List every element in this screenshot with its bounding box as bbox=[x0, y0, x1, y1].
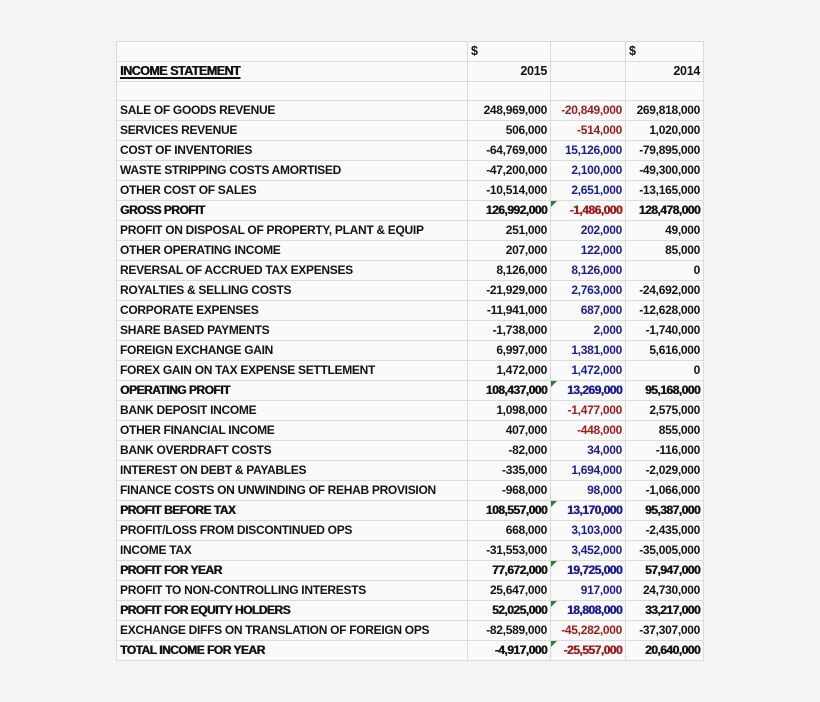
row-label-cell[interactable]: GROSS PROFIT bbox=[117, 201, 468, 221]
header-row bbox=[117, 62, 704, 82]
row-label-cell[interactable]: OPERATING PROFIT bbox=[117, 381, 468, 401]
value-2014-cell[interactable]: -12,628,000 bbox=[626, 301, 704, 321]
diff-value-cell[interactable]: 2,000 bbox=[551, 321, 626, 341]
table-row bbox=[117, 201, 704, 221]
value-2014-cell[interactable]: 5,616,000 bbox=[626, 341, 704, 361]
table-row bbox=[117, 341, 704, 361]
diff-value-cell[interactable]: 13,170,000 bbox=[551, 501, 626, 521]
value-2014-cell[interactable]: -116,000 bbox=[626, 441, 704, 461]
table-row bbox=[117, 441, 704, 461]
value-2015-cell[interactable]: -1,738,000 bbox=[468, 321, 551, 341]
green-comment-triangle-icon bbox=[551, 561, 557, 567]
value-2014-cell[interactable]: -2,435,000 bbox=[626, 521, 704, 541]
diff-value-cell[interactable]: 202,000 bbox=[551, 221, 626, 241]
row-label-cell[interactable]: FOREIGN EXCHANGE GAIN bbox=[117, 341, 468, 361]
row-label-cell[interactable]: BANK DEPOSIT INCOME bbox=[117, 401, 468, 421]
table-row bbox=[117, 321, 704, 341]
value-2014-cell[interactable]: 85,000 bbox=[626, 241, 704, 261]
diff-value-cell[interactable]: -448,000 bbox=[551, 421, 626, 441]
empty-cell[interactable] bbox=[551, 82, 626, 101]
value-2014-cell[interactable]: 95,168,000 bbox=[626, 381, 704, 401]
diff-value-cell[interactable]: 18,808,000 bbox=[551, 601, 626, 621]
value-2014-cell[interactable]: -37,307,000 bbox=[626, 621, 704, 641]
row-label-cell[interactable]: PROFIT ON DISPOSAL OF PROPERTY, PLANT & EQUIP bbox=[117, 221, 468, 241]
row-label-cell[interactable]: ROYALTIES & SELLING COSTS bbox=[117, 281, 468, 301]
row-label-cell[interactable]: FINANCE COSTS ON UNWINDING OF REHAB PROVISION bbox=[117, 481, 468, 501]
value-2015-cell[interactable]: 248,969,000 bbox=[468, 101, 551, 121]
diff-value-cell[interactable]: 687,000 bbox=[551, 301, 626, 321]
empty-cell[interactable] bbox=[551, 62, 626, 82]
table-row bbox=[117, 281, 704, 301]
diff-value-cell[interactable]: 34,000 bbox=[551, 441, 626, 461]
value-2015-cell[interactable]: -82,589,000 bbox=[468, 621, 551, 641]
row-label-cell[interactable]: SERVICES REVENUE bbox=[117, 121, 468, 141]
value-2014-cell[interactable]: 49,000 bbox=[626, 221, 704, 241]
value-2015-cell[interactable]: 251,000 bbox=[468, 221, 551, 241]
value-2014-cell[interactable]: 95,387,000 bbox=[626, 501, 704, 521]
value-2015-cell[interactable]: 668,000 bbox=[468, 521, 551, 541]
table-row bbox=[117, 501, 704, 521]
value-2015-cell[interactable]: 207,000 bbox=[468, 241, 551, 261]
value-2015-cell[interactable]: 108,437,000 bbox=[468, 381, 551, 401]
green-comment-triangle-icon bbox=[551, 501, 557, 507]
table-row bbox=[117, 141, 704, 161]
row-label-cell[interactable]: FOREX GAIN ON TAX EXPENSE SETTLEMENT bbox=[117, 361, 468, 381]
value-2014-cell[interactable]: -2,029,000 bbox=[626, 461, 704, 481]
value-2015-cell[interactable]: -4,917,000 bbox=[468, 641, 551, 661]
empty-cell[interactable] bbox=[551, 42, 626, 62]
diff-value-cell[interactable]: 3,452,000 bbox=[551, 541, 626, 561]
empty-cell[interactable] bbox=[468, 82, 551, 101]
value-2014-cell[interactable]: 33,217,000 bbox=[626, 601, 704, 621]
income-statement-table bbox=[116, 41, 704, 661]
value-2014-cell[interactable]: -1,740,000 bbox=[626, 321, 704, 341]
row-label-cell[interactable]: OTHER COST OF SALES bbox=[117, 181, 468, 201]
value-2014-cell[interactable]: 269,818,000 bbox=[626, 101, 704, 121]
diff-value-cell[interactable]: 1,472,000 bbox=[551, 361, 626, 381]
diff-value-cell[interactable]: 917,000 bbox=[551, 581, 626, 601]
table-row bbox=[117, 261, 704, 281]
table-row bbox=[117, 601, 704, 621]
diff-value-cell[interactable]: 19,725,000 bbox=[551, 561, 626, 581]
value-2015-cell[interactable]: -21,929,000 bbox=[468, 281, 551, 301]
table-row bbox=[117, 621, 704, 641]
value-2014-cell[interactable]: -24,692,000 bbox=[626, 281, 704, 301]
table-row bbox=[117, 301, 704, 321]
table-row bbox=[117, 241, 704, 261]
value-2014-cell[interactable]: -35,005,000 bbox=[626, 541, 704, 561]
value-2015-cell[interactable]: 25,647,000 bbox=[468, 581, 551, 601]
value-2015-cell[interactable]: -335,000 bbox=[468, 461, 551, 481]
row-label-cell[interactable]: EXCHANGE DIFFS ON TRANSLATION OF FOREIGN OPS bbox=[117, 621, 468, 641]
row-label-cell[interactable]: BANK OVERDRAFT COSTS bbox=[117, 441, 468, 461]
value-2015-cell[interactable]: 8,126,000 bbox=[468, 261, 551, 281]
green-comment-triangle-icon bbox=[551, 201, 557, 207]
value-2015-cell[interactable]: 1,098,000 bbox=[468, 401, 551, 421]
value-2014-cell[interactable]: -1,066,000 bbox=[626, 481, 704, 501]
value-2015-cell[interactable]: 52,025,000 bbox=[468, 601, 551, 621]
row-label-cell[interactable]: WASTE STRIPPING COSTS AMORTISED bbox=[117, 161, 468, 181]
value-2014-cell[interactable]: 0 bbox=[626, 261, 704, 281]
table-row bbox=[117, 181, 704, 201]
row-label-cell[interactable]: PROFIT BEFORE TAX bbox=[117, 501, 468, 521]
diff-value-cell[interactable]: 8,126,000 bbox=[551, 261, 626, 281]
row-label-cell[interactable]: INCOME TAX bbox=[117, 541, 468, 561]
diff-value-cell[interactable]: -1,486,000 bbox=[551, 201, 626, 221]
diff-value-cell[interactable]: -20,849,000 bbox=[551, 101, 626, 121]
table-title[interactable]: INCOME STATEMENT bbox=[117, 62, 468, 82]
row-label-cell[interactable]: SALE OF GOODS REVENUE bbox=[117, 101, 468, 121]
green-comment-triangle-icon bbox=[551, 641, 557, 647]
value-2015-cell[interactable]: 77,672,000 bbox=[468, 561, 551, 581]
value-2014-cell[interactable]: 1,020,000 bbox=[626, 121, 704, 141]
table-row bbox=[117, 121, 704, 141]
value-2015-cell[interactable]: 6,997,000 bbox=[468, 341, 551, 361]
row-label-cell[interactable]: PROFIT FOR EQUITY HOLDERS bbox=[117, 601, 468, 621]
table-row bbox=[117, 361, 704, 381]
row-label-cell[interactable]: PROFIT FOR YEAR bbox=[117, 561, 468, 581]
value-2015-cell[interactable]: -11,941,000 bbox=[468, 301, 551, 321]
table-row bbox=[117, 481, 704, 501]
value-2014-cell[interactable]: -13,165,000 bbox=[626, 181, 704, 201]
spreadsheet-region bbox=[116, 41, 704, 661]
table-row bbox=[117, 541, 704, 561]
value-2015-cell[interactable]: 126,992,000 bbox=[468, 201, 551, 221]
row-label-cell[interactable]: REVERSAL OF ACCRUED TAX EXPENSES bbox=[117, 261, 468, 281]
value-2015-cell[interactable]: 1,472,000 bbox=[468, 361, 551, 381]
diff-value-cell[interactable]: 3,103,000 bbox=[551, 521, 626, 541]
diff-value-cell[interactable]: 2,651,000 bbox=[551, 181, 626, 201]
currency-symbol-2015[interactable]: $ bbox=[468, 42, 551, 62]
green-comment-triangle-icon bbox=[551, 381, 557, 387]
diff-value-cell[interactable]: 122,000 bbox=[551, 241, 626, 261]
year-header-2014[interactable]: 2014 bbox=[626, 62, 704, 82]
diff-value-cell[interactable]: 98,000 bbox=[551, 481, 626, 501]
table-row bbox=[117, 561, 704, 581]
value-2015-cell[interactable]: 506,000 bbox=[468, 121, 551, 141]
table-body bbox=[117, 101, 704, 661]
diff-value-cell[interactable]: 1,381,000 bbox=[551, 341, 626, 361]
value-2014-cell[interactable]: 20,640,000 bbox=[626, 641, 704, 661]
empty-cell[interactable] bbox=[117, 42, 468, 62]
table-row bbox=[117, 421, 704, 441]
empty-cell[interactable] bbox=[117, 82, 468, 101]
value-2014-cell[interactable]: -79,895,000 bbox=[626, 141, 704, 161]
spacer-row bbox=[117, 82, 704, 101]
row-label-cell[interactable]: PROFIT TO NON-CONTROLLING INTERESTS bbox=[117, 581, 468, 601]
table-row bbox=[117, 521, 704, 541]
value-2015-cell[interactable]: 407,000 bbox=[468, 421, 551, 441]
green-comment-triangle-icon bbox=[551, 601, 557, 607]
table-row bbox=[117, 461, 704, 481]
value-2015-cell[interactable]: 108,557,000 bbox=[468, 501, 551, 521]
value-2014-cell[interactable]: 24,730,000 bbox=[626, 581, 704, 601]
currency-symbol-2014[interactable]: $ bbox=[626, 42, 704, 62]
currency-row bbox=[117, 42, 704, 62]
year-header-2015[interactable]: 2015 bbox=[468, 62, 551, 82]
value-2014-cell[interactable]: 2,575,000 bbox=[626, 401, 704, 421]
diff-value-cell[interactable]: 1,694,000 bbox=[551, 461, 626, 481]
table-row bbox=[117, 381, 704, 401]
value-2015-cell[interactable]: -64,769,000 bbox=[468, 141, 551, 161]
value-2015-cell[interactable]: -10,514,000 bbox=[468, 181, 551, 201]
diff-value-cell[interactable]: 2,763,000 bbox=[551, 281, 626, 301]
row-label-cell[interactable]: OTHER FINANCIAL INCOME bbox=[117, 421, 468, 441]
row-label-cell[interactable]: CORPORATE EXPENSES bbox=[117, 301, 468, 321]
diff-value-cell[interactable]: -25,557,000 bbox=[551, 641, 626, 661]
value-2014-cell[interactable]: 855,000 bbox=[626, 421, 704, 441]
row-label-cell[interactable]: INTEREST ON DEBT & PAYABLES bbox=[117, 461, 468, 481]
value-2014-cell[interactable]: 57,947,000 bbox=[626, 561, 704, 581]
value-2015-cell[interactable]: -82,000 bbox=[468, 441, 551, 461]
value-2015-cell[interactable]: -47,200,000 bbox=[468, 161, 551, 181]
diff-value-cell[interactable]: 13,269,000 bbox=[551, 381, 626, 401]
table-row bbox=[117, 161, 704, 181]
value-2014-cell[interactable]: -49,300,000 bbox=[626, 161, 704, 181]
value-2014-cell[interactable]: 0 bbox=[626, 361, 704, 381]
value-2015-cell[interactable]: -31,553,000 bbox=[468, 541, 551, 561]
table-row bbox=[117, 641, 704, 661]
row-label-cell[interactable]: COST OF INVENTORIES bbox=[117, 141, 468, 161]
row-label-cell[interactable]: SHARE BASED PAYMENTS bbox=[117, 321, 468, 341]
table-row bbox=[117, 401, 704, 421]
diff-value-cell[interactable]: -1,477,000 bbox=[551, 401, 626, 421]
value-2015-cell[interactable]: -968,000 bbox=[468, 481, 551, 501]
diff-value-cell[interactable]: -514,000 bbox=[551, 121, 626, 141]
value-2014-cell[interactable]: 128,478,000 bbox=[626, 201, 704, 221]
empty-cell[interactable] bbox=[626, 82, 704, 101]
row-label-cell[interactable]: PROFIT/LOSS FROM DISCONTINUED OPS bbox=[117, 521, 468, 541]
diff-value-cell[interactable]: 2,100,000 bbox=[551, 161, 626, 181]
table-row bbox=[117, 101, 704, 121]
table-row bbox=[117, 221, 704, 241]
diff-value-cell[interactable]: 15,126,000 bbox=[551, 141, 626, 161]
table-row bbox=[117, 581, 704, 601]
row-label-cell[interactable]: OTHER OPERATING INCOME bbox=[117, 241, 468, 261]
row-label-cell[interactable]: TOTAL INCOME FOR YEAR bbox=[117, 641, 468, 661]
diff-value-cell[interactable]: -45,282,000 bbox=[551, 621, 626, 641]
